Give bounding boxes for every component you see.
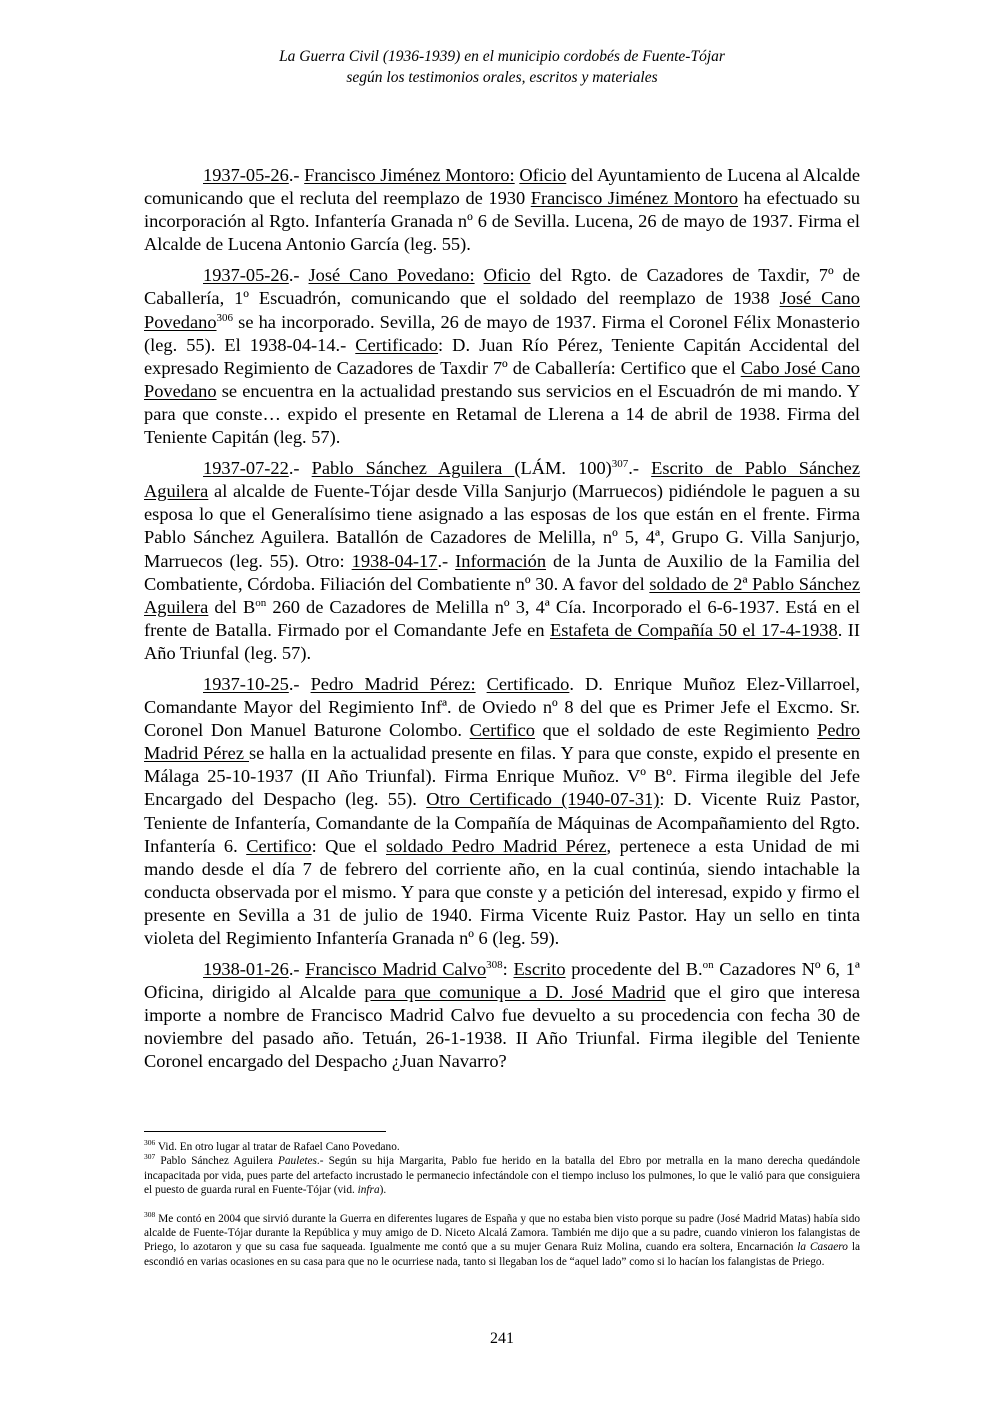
document-type: Información <box>455 550 547 571</box>
text-run: : D. Vicente Ruiz Pastor, Teniente de Infantería, Comandante de la Compañía de Máquinas de Acompañamiento del Rgto. Infantería 6. <box>144 789 860 856</box>
entry-date: 1937-10-25 <box>203 673 289 694</box>
person-name: para que comunique a D. José Madrid <box>364 982 666 1003</box>
text-run: que el giro que interesa importe a nombre de Francisco Madrid Calvo fue devuelto a su procedencia con fecha 30 de noviembre del pasado año. Tetuán, 26-1-1938. II Año Triunfal. Firma ilegible del Teniente Coronel encargado del Despacho ¿Juan Navarro? <box>144 982 860 1072</box>
footnote-italic: Pauletes <box>278 1155 317 1168</box>
entry-date: 1938-01-26 <box>203 959 289 980</box>
footnote <box>144 1154 860 1197</box>
footnote-number: 306 <box>144 1138 156 1148</box>
entry-paragraph <box>144 264 860 449</box>
text-run: .- <box>437 550 456 571</box>
header-title-line1: La Guerra Civil (1936-1939) en el municipio cordobés de Fuente-Tójar <box>279 48 725 65</box>
text-run: se ha incorporado. Sevilla, 26 de mayo de 1937. Firma el Coronel Félix Monasterio (leg. 55). El 1938-04-14.- <box>144 311 860 355</box>
text-run: . D. Enrique Muñoz Elez-Villarroel, Comandante Mayor del Regimiento Infª. de Oviedo nº 8 del que es Primer Jefe el Excmo. Sr. Coronel Don Manuel Baturone Colombo. <box>144 673 860 741</box>
person-name: soldado de 2ª Pablo Sánchez Aguilera <box>144 573 861 617</box>
place-date: Estafeta de Compañía 50 el 17-4-1938 <box>549 619 838 640</box>
entry-date: 1937-05-26 <box>203 165 289 185</box>
text-run <box>475 265 484 285</box>
page-number: 241 <box>490 1330 514 1347</box>
document-type: Oficio <box>519 165 567 185</box>
footnote <box>144 1140 860 1154</box>
document-type: Escrito de Pablo Sánchez Aguilera <box>144 458 861 502</box>
text-run: que el soldado de este Regimiento <box>535 720 818 741</box>
person-name: soldado Pedro Madrid Pérez <box>386 835 607 856</box>
text-run: procedente del B. <box>565 959 703 980</box>
footnote-text: Vid. En otro lugar al tratar de Rafael Cano Povedano. <box>155 1141 400 1153</box>
footnote-text: Pablo Sánchez Aguilera <box>155 1155 278 1168</box>
text-run: del Ayuntamiento de Lucena al Alcalde comunicando que el recluta del reemplazo de 1930 <box>144 165 860 209</box>
footnote-number: 308 <box>144 1209 156 1219</box>
footnote <box>144 1209 860 1270</box>
entry-date: 1938-04-17 <box>351 550 438 571</box>
abbrev-superscript: on <box>702 958 714 971</box>
separator: .- <box>288 165 305 185</box>
text-run: : Que el <box>311 835 386 856</box>
document-type: Certificado <box>486 673 570 694</box>
person-name: José Cano Povedano: <box>308 265 475 286</box>
person-name: José Cano Povedano <box>144 288 860 332</box>
text-run: ha efectuado su incorporación al Rgto. Infantería Granada nº 6 de Sevilla. Lucena, 26 de mayo de 1937. Firma el Alcalde de Lucena Antonio García (leg. 55). <box>144 188 860 255</box>
footnote-italic: infra <box>357 1184 380 1197</box>
entry-date: 1937-05-26 <box>203 265 289 286</box>
entry-date: 1937-07-22 <box>203 458 289 479</box>
footnote-text: Me contó en 2004 que sirvió durante la Guerra en diferentes lugares de España y que no estaba bien visto porque su padre (José Madrid Matas) había sido alcalde de Fuente-Tójar durante la República y muy amigo de D. Niceto Alcalá Zamora. También me dijo que a su padre, cuando vinieron los falangistas de Priego, lo azotaron y que su casa fue saqueada. Igualmente me contó que a su mujer Genara Ruiz Molina, cuando era soltera, Encarnación <box>144 1212 860 1254</box>
text-run: al alcalde de Fuente-Tójar desde Villa Sanjurjo (Marruecos) pidiéndole le paguen a su esposa lo que el Generalísimo tiene asignado a las esposas de los que están en el frente. Firma Pablo Sánchez Aguilera. Batallón de Cazadores de Melilla, nº 5, 4ª, Grupo G. Villa Sanjurjo, Marruecos (leg. 55). Otro: <box>144 481 860 571</box>
document-type: Oficio <box>483 265 531 286</box>
footnotes <box>144 1140 860 1269</box>
separator: .- <box>288 959 306 980</box>
footnote-ref[interactable]: 308 <box>486 958 503 971</box>
text-run: 260 de Cazadores de Melilla nº 3, 4ª Cía. Incorporado el 6-6-1937. Está en el frente de Batalla. Firmado por el Comandante Jefe en <box>144 596 860 640</box>
document-type: Escrito <box>513 959 566 980</box>
document-type: Certifico <box>469 720 536 741</box>
text-run: Cazadores Nº 6, 1ª Oficina, dirigido al Alcalde <box>144 959 860 1003</box>
text-run: de la Junta de Auxilio de la Familia del Combatiente, Córdoba. Filiación del Combatiente nº 30. A favor del <box>144 550 860 594</box>
footnote-text: ). <box>379 1184 387 1197</box>
separator: .- <box>288 458 312 479</box>
person-name: Francisco Madrid Calvo <box>305 959 487 980</box>
person-name: Pedro Madrid Pérez: <box>310 673 476 694</box>
text-run: del B <box>208 596 256 617</box>
person-name: Francisco Jiménez Montoro <box>530 188 739 209</box>
text-run: . II Año Triunfal (leg. 57). <box>144 619 860 663</box>
document-type: Certifico <box>246 835 312 856</box>
person-name: Pablo Sánchez Aguilera <box>311 458 515 479</box>
main-text <box>144 164 860 1082</box>
footnote-ref[interactable]: 307 <box>611 458 629 470</box>
person-name: Cabo José Cano Povedano <box>144 357 860 401</box>
entry-paragraph <box>144 673 860 950</box>
text-run: (LÁM. 100) <box>514 458 612 479</box>
person-name: Francisco Jiménez Montoro: <box>304 165 515 185</box>
text-run: se halla en la actualidad presente en filas. Y para que conste, expido el presente en Málaga 25-10-1937 (II Año Triunfal). Firma Enrique Muñoz. Vº Bº. Firma ilegible del Jefe Encargado del Despacho (leg. 55). <box>144 743 860 810</box>
text-run: : <box>502 959 514 980</box>
running-header <box>0 46 1004 88</box>
separator: .- <box>288 265 309 286</box>
header-title-line2: según los testimonios orales, escritos y materiales <box>346 69 658 86</box>
footnote-text: la escondió en varias ocasiones en su casa para que no le ocurriese nada, tanto si llegaban los de “aquel lado” como si lo hacían los falangistas de Priego. <box>144 1241 860 1268</box>
document-type: Otro Certificado (1940-07-31) <box>426 789 660 810</box>
footnote-italic: la Casaero <box>797 1241 848 1254</box>
separator: .- <box>288 673 311 694</box>
text-run: del Rgto. de Cazadores de Taxdir, 7º de Caballería, 1º Escuadrón, comunicando que el soldado del reemplazo de 1938 <box>144 265 860 309</box>
text-run: , pertenece a esta Unidad de mi mando desde el día 7 de febrero del corriente año, en la cual continúa, siendo intachable la conducta observada por el mismo. Y para que conste y a petición del interesad, expido y firmo el presente en Sevilla a 31 de julio de 1940. Firma Vicente Ruiz Pastor. Hay un sello en tinta violeta del Regimiento Infantería Granada nº 6 (leg. 59). <box>144 835 860 948</box>
footnote-number: 307 <box>144 1152 156 1162</box>
entry-paragraph <box>144 457 860 665</box>
footnote-text: .- Según su hija Margarita, Pablo fue herido en la batalla del Ebro por metralla en la mano derecha quedándole incapacitada por vida, pues parte del artefacto incrustado le permanecio infectándole con el tiempo incluso los pulmones, lo que le valió para que consiguiera el puesto de guarda rural en Fuente-Tójar (vid. <box>144 1155 860 1197</box>
footnote-ref[interactable]: 306 <box>216 311 234 324</box>
footnote-divider <box>144 1131 386 1132</box>
person-name: Pedro Madrid Pérez <box>144 720 861 764</box>
text-run: se encuentra en la actualidad prestando sus servicios en el Escuadrón de mi mando. Y para que conste… expido el presente en Retamal de Llerena a 14 de abril de 1938. Firma del Teniente Capitán (leg. 57). <box>144 380 860 448</box>
text-run: .- <box>628 458 652 479</box>
entry-paragraph <box>144 164 860 256</box>
entry-paragraph <box>144 958 860 1073</box>
abbrev-superscript: on <box>255 596 267 609</box>
text-run: : D. Juan Río Pérez, Teniente Capitán Accidental del expresado Regimiento de Cazadores de Taxdir 7º de Caballería: Certifico que el <box>144 334 860 378</box>
document-type: Certificado <box>355 334 439 355</box>
text-run <box>476 674 487 694</box>
